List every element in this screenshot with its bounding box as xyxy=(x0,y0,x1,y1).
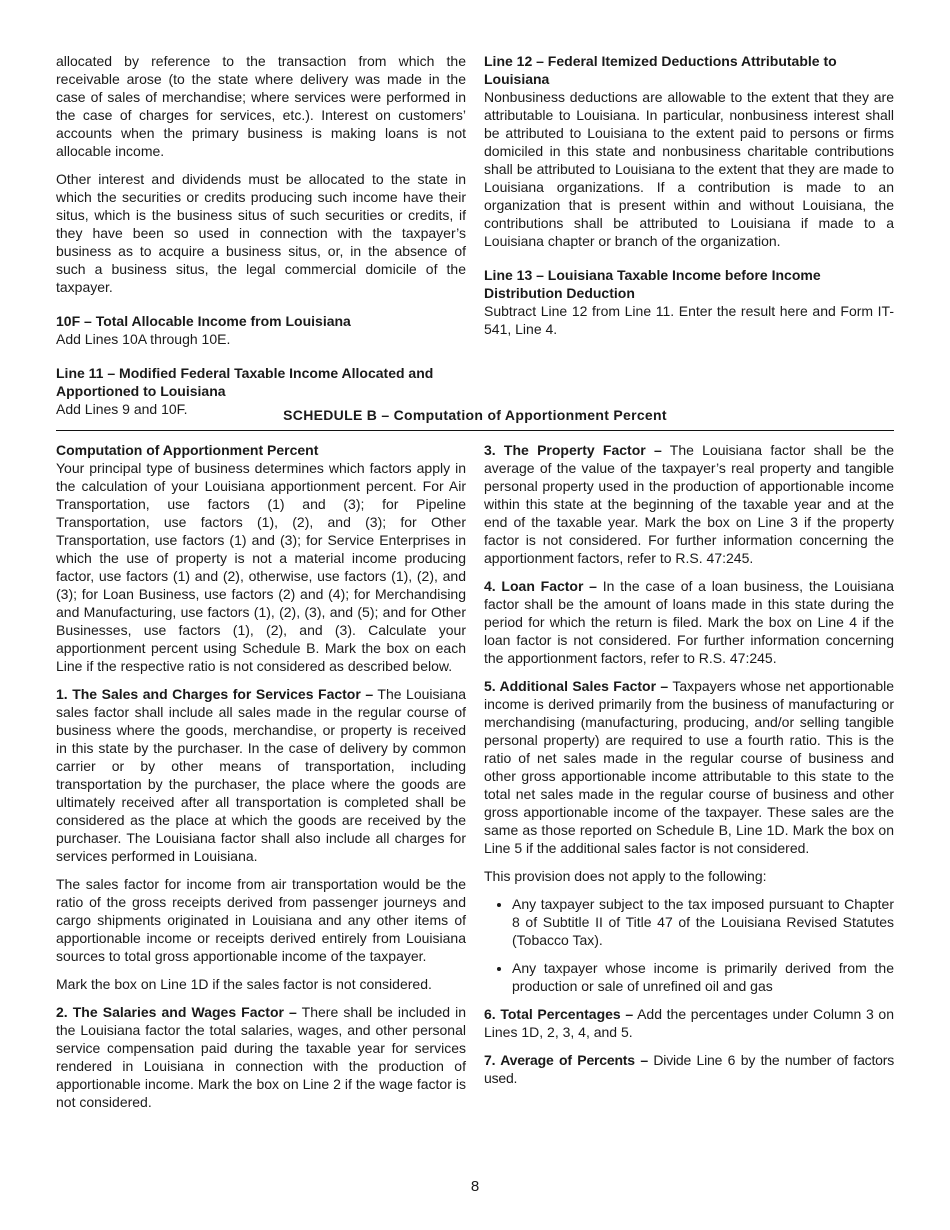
line-12-heading: Line 12 – Federal Itemized Deductions Attributable to Louisiana xyxy=(484,53,837,87)
line-12-body: Nonbusiness deductions are allowable to the extent that they are attributable to Louisiana. In particular, nonbusiness interest shall be attributed to Louisiana to the extent paid to persons or firms domiciled in this state and nonbusiness charitable contributions shall be attributed to Louisiana to the extent that they are made to Louisiana organizations. If a contribution is made to an organization that is present within and without Louisiana, the contributions shall be attributed to Louisiana if made to a Louisiana chapter or branch of the organization. xyxy=(484,89,894,249)
computation-section xyxy=(56,441,466,675)
sales-factor-paragraph xyxy=(56,685,466,865)
list-item: • Any taxpayer whose income is primarily derived from the production or sale of unrefined oil and gas xyxy=(512,959,894,995)
wages-factor-body: There shall be included in the Louisiana factor the total salaries, wages, and other personal service compensation paid during the taxable year for services rendered in Louisiana in connection with the production of apportionable income. Mark the box on Line 2 if the wage factor is not considered. xyxy=(56,1004,466,1110)
loan-factor-body: In the case of a loan business, the Louisiana factor shall be the amount of loans made in this state during the period for which the return is filed. Mark the box on Line 4 if the loan factor is not considered. For further information concerning the apportionment factors, refer to R.S. 47:245. xyxy=(484,578,894,666)
additional-sales-factor-heading: 5. Additional Sales Factor – xyxy=(484,678,669,694)
line-11-heading: Line 11 – Modified Federal Taxable Income Allocated and Apportioned to Louisiana xyxy=(56,365,434,399)
top-left-column xyxy=(56,52,466,434)
loan-factor-paragraph xyxy=(484,577,894,667)
top-right-column xyxy=(484,52,894,354)
interest-dividends-paragraph: Other interest and dividends must be allocated to the state in which the securities or credits producing such income have their situs, which is the business situs of such securities or credits, if they have been so used in connection with the taxpayer’s business as to acquire a business situs, or, in the absence of such a business situs, the legal commercial domicile of the taxpayer. xyxy=(56,171,466,295)
wages-factor-paragraph xyxy=(56,1003,466,1111)
average-percents-heading: 7. Average of Percents – xyxy=(484,1052,648,1068)
computation-heading: Computation of Apportionment Percent xyxy=(56,442,319,458)
additional-sales-factor-paragraph xyxy=(484,677,894,857)
line-10f-body: Add Lines 10A through 10E. xyxy=(56,331,231,347)
line-12-section xyxy=(484,52,894,250)
page-number: 8 xyxy=(470,1178,480,1195)
wages-factor-heading: 2. The Salaries and Wages Factor – xyxy=(56,1004,297,1020)
property-factor-heading: 3. The Property Factor – xyxy=(484,442,662,458)
air-transportation-paragraph: The sales factor for income from air transportation would be the ratio of the gross receipts derived from passenger journeys and cargo shipments originated in Louisiana and any other items of apportionable income or receipts derived entirely from Louisiana sources to total gross apportionable income of the taxpayer. xyxy=(56,876,466,964)
total-percentages-body: Add the percentages under Column 3 on Lines 1D, 2, 3, 4, and 5. xyxy=(484,1006,894,1040)
average-percents-paragraph xyxy=(484,1051,894,1087)
line-10f-heading: 10F – Total Allocable Income from Louisiana xyxy=(56,313,351,329)
additional-sales-factor-body: Taxpayers whose net apportionable income is derived primarily from the business of manufacturing or merchandising (manufacturing, producing, and/or selling tangible personal property) are required to use a fourth ratio. This is the ratio of net sales made in the regular course of business and other gross apportionable income attributable to this state to the total net sales made in the regular course of business and other gross apportionable income of the taxpayer. These sales are the same as those reported on Schedule B, Line 1D. Mark the box on Line 5 if the additional sales factor is not considered. xyxy=(484,678,895,856)
schedule-b-right-column xyxy=(484,441,894,1097)
line-10f-section xyxy=(56,312,466,348)
average-percents-body: Divide Line 6 by the number of factors used. xyxy=(484,1052,894,1086)
list-item: • Any taxpayer subject to the tax imposed pursuant to Chapter 8 of Subtitle II of Title 47 of the Louisiana Revised Statutes (Tobacco Tax). xyxy=(512,895,894,949)
total-percentages-heading: 6. Total Percentages – xyxy=(484,1006,634,1022)
loan-factor-heading: 4. Loan Factor – xyxy=(484,578,597,594)
sales-factor-body: The Louisiana sales factor shall include all sales made in the regular course of business where the goods, merchandise, or property is received in this state by the purchaser. In the case of delivery by common carrier or by other means of transportation, including transportation by the purchaser, the place where the goods are ultimately received after all transportation is completed shall be considered as the place at which the goods are received by the purchaser. The Louisiana factor shall also include all charges for services performed in Louisiana. xyxy=(56,686,466,864)
total-percentages-paragraph xyxy=(484,1005,894,1041)
sales-factor-heading: 1. The Sales and Charges for Services Factor – xyxy=(56,686,374,702)
schedule-b-left-column xyxy=(56,441,466,1121)
property-factor-paragraph xyxy=(484,441,894,567)
property-factor-body: The Louisiana factor shall be the average of the value of the taxpayer’s real property and tangible personal property used in the production of apportionable income within this state at the beginning of the taxable year and at the end of the taxable year. Mark the box on Line 3 if the property factor is not considered. For further information concerning the apportionment factors, refer to R.S. 47:245. xyxy=(484,442,894,566)
line-13-section xyxy=(484,266,894,338)
line-1d-note: Mark the box on Line 1D if the sales factor is not considered. xyxy=(56,976,432,992)
provision-paragraph: This provision does not apply to the following: xyxy=(484,868,767,884)
line-11-body: Add Lines 9 and 10F. xyxy=(56,401,188,417)
line-13-body: Subtract Line 12 from Line 11. Enter the result here and Form IT-541, Line 4. xyxy=(484,303,894,337)
line-13-heading: Line 13 – Louisiana Taxable Income before Income Distribution Deduction xyxy=(484,267,821,301)
allocation-paragraph: allocated by reference to the transaction from which the receivable arose (to the state where delivery was made in the case of sales of merchandise; where services were performed in the case of charges for services, etc.). Interest on customers’ accounts when the primary business is making loans is not allocable income. xyxy=(56,53,466,159)
schedule-b-title: SCHEDULE B – Computation of Apportionment Percent xyxy=(56,406,894,431)
exemption-list xyxy=(484,895,894,995)
computation-body: Your principal type of business determines which factors apply in the calculation of your Louisiana apportionment percent. For Air Transportation, use factors (1) and (3); for Pipeline Transportation, use factors (1), (2), and (3); for Other Transportation, use factors (1) and (3); for Service Enterprises in which the use of property is not a material income producing factor, use factors (1) and (2), otherwise, use factors (1), (2), and (3); for Loan Business, use factors (2) and (4); for Merchandising and Manufacturing, use factors (1), (2), (3), and (5); and for Other Businesses, use factors (1), (2), and (3). Calculate your apportionment percent using Schedule B. Mark the box on each Line if the respective ratio is not considered as described below. xyxy=(56,460,466,674)
